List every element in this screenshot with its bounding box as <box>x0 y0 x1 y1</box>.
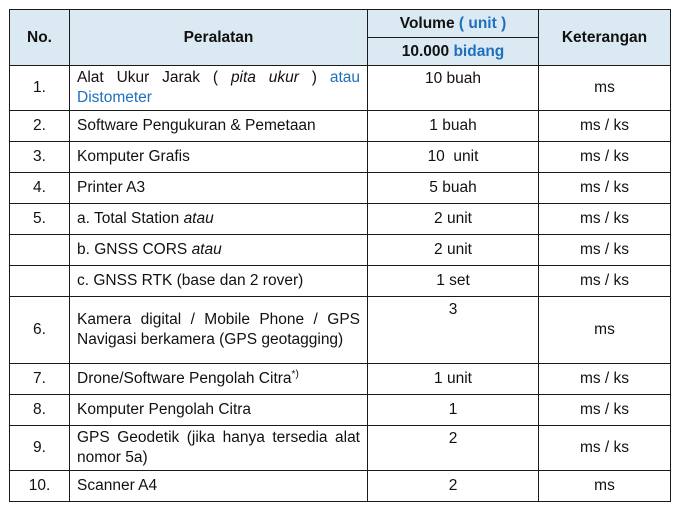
header-volume-amount <box>368 38 539 66</box>
row-volume: 10 buah <box>368 66 539 111</box>
header-no: No. <box>10 10 70 66</box>
row-volume: 1 <box>368 395 539 426</box>
row-equipment: c. GNSS RTK (base dan 2 rover) <box>70 266 368 297</box>
table-row <box>10 297 671 364</box>
row-equipment-italic: pita ukur <box>230 69 299 86</box>
row-volume: 2 unit <box>368 204 539 235</box>
row-volume: 10 unit <box>368 142 539 173</box>
row-equipment <box>70 204 368 235</box>
row-volume: 2 <box>368 471 539 502</box>
row-keterangan: ms / ks <box>539 142 671 173</box>
table-row <box>10 173 671 204</box>
header-volume-unit-open: ( <box>458 14 469 32</box>
row-equipment: Printer A3 <box>70 173 368 204</box>
table-row <box>10 142 671 173</box>
row-equipment: Software Pengukuran & Pemetaan <box>70 111 368 142</box>
row-number: 8. <box>10 395 70 426</box>
row-number: 9. <box>10 426 70 471</box>
row-volume: 5 buah <box>368 173 539 204</box>
row-keterangan: ms / ks <box>539 426 671 471</box>
table-row <box>10 471 671 502</box>
table-row <box>10 235 671 266</box>
row-equipment-alt: atau Distometer <box>77 69 361 106</box>
row-number: 2. <box>10 111 70 142</box>
row-number <box>10 235 70 266</box>
header-volume-amount-unit: bidang <box>453 42 505 60</box>
row-keterangan: ms / ks <box>539 111 671 142</box>
header-volume-amount-value: 10.000 <box>401 42 450 60</box>
row-equipment-italic: atau <box>191 241 222 258</box>
row-equipment-text: ) <box>298 69 330 86</box>
table-row <box>10 364 671 395</box>
row-equipment-text: b. GNSS CORS <box>77 241 192 258</box>
row-keterangan: ms / ks <box>539 204 671 235</box>
row-number: 10. <box>10 471 70 502</box>
row-volume: 1 unit <box>368 364 539 395</box>
table-row <box>10 395 671 426</box>
row-number: 3. <box>10 142 70 173</box>
header-peralatan: Peralatan <box>70 10 368 66</box>
header-volume-unit: unit <box>468 14 497 32</box>
table-row <box>10 111 671 142</box>
row-volume: 3 <box>368 297 539 364</box>
row-number <box>10 266 70 297</box>
row-equipment-footnote-mark: *) <box>291 368 299 380</box>
row-volume: 2 unit <box>368 235 539 266</box>
row-equipment: Komputer Grafis <box>70 142 368 173</box>
row-equipment-text: Drone/Software Pengolah Citra <box>77 370 292 387</box>
row-equipment-text: Alat Ukur Jarak ( <box>77 69 231 86</box>
row-equipment <box>70 66 368 111</box>
row-equipment: Kamera digital / Mobile Phone / GPS Navigasi berkamera (GPS geotagging) <box>70 297 368 364</box>
row-number: 5. <box>10 204 70 235</box>
row-keterangan: ms / ks <box>539 364 671 395</box>
row-number: 6. <box>10 297 70 364</box>
row-equipment: Scanner A4 <box>70 471 368 502</box>
row-number: 1. <box>10 66 70 111</box>
header-volume-unit-close: ) <box>496 14 507 32</box>
header-volume <box>368 10 539 38</box>
row-equipment-italic: atau <box>183 210 214 227</box>
header-keterangan: Keterangan <box>539 10 671 66</box>
equipment-table <box>9 9 671 502</box>
row-equipment-text: a. Total Station <box>77 210 184 227</box>
row-number: 4. <box>10 173 70 204</box>
row-equipment <box>70 235 368 266</box>
table-row <box>10 266 671 297</box>
row-keterangan: ms <box>539 297 671 364</box>
table-row <box>10 204 671 235</box>
row-number: 7. <box>10 364 70 395</box>
row-keterangan: ms / ks <box>539 266 671 297</box>
table-row <box>10 426 671 471</box>
row-equipment: Komputer Pengolah Citra <box>70 395 368 426</box>
row-equipment <box>70 364 368 395</box>
header-volume-label: Volume <box>399 14 455 32</box>
row-keterangan: ms <box>539 66 671 111</box>
row-volume: 2 <box>368 426 539 471</box>
row-volume: 1 set <box>368 266 539 297</box>
table-row <box>10 66 671 111</box>
row-keterangan: ms <box>539 471 671 502</box>
row-keterangan: ms / ks <box>539 395 671 426</box>
row-volume: 1 buah <box>368 111 539 142</box>
row-equipment: GPS Geodetik (jika hanya tersedia alat nomor 5a) <box>70 426 368 471</box>
row-keterangan: ms / ks <box>539 235 671 266</box>
row-keterangan: ms / ks <box>539 173 671 204</box>
